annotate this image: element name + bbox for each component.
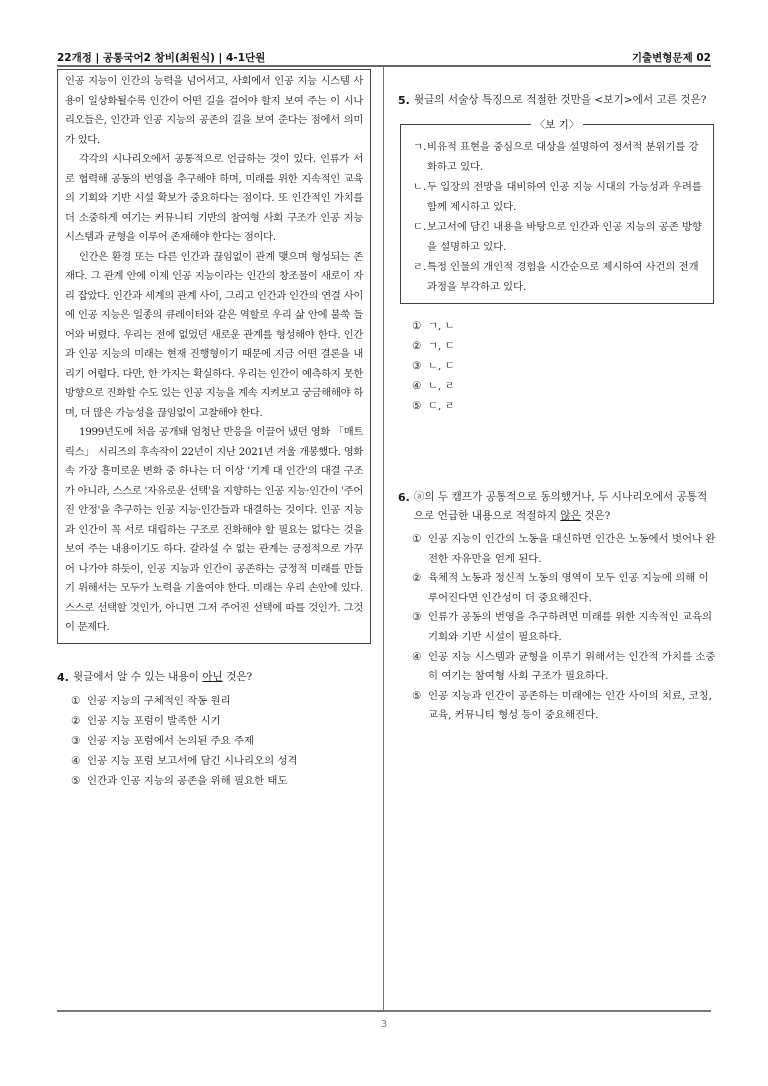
choice-marker: ② (412, 340, 422, 352)
choice-text: ㄴ, ㄹ (428, 380, 455, 392)
choice-text: ㄱ, ㄴ (428, 320, 455, 332)
question-6-text-before: ⓐ의 두 캠프가 공통적으로 동의했거나, 두 시나리오에서 공통적으로 언급한 내용으로 적절하지 (413, 491, 708, 522)
choice-text: 인공 지능 포럼 보고서에 담긴 시나리오의 성격 (87, 755, 298, 767)
question-6-choice-1[interactable] (398, 530, 716, 569)
question-4-choice-3[interactable] (57, 731, 377, 751)
choice-text: ㄴ, ㄷ (428, 360, 455, 372)
question-5-choices (398, 316, 716, 416)
question-5-choice-1[interactable] (398, 316, 716, 336)
column-divider (383, 67, 384, 1010)
bogi-text: 비유적 표현을 중심으로 대상을 설명하여 정서적 분위기를 강화하고 있다. (427, 141, 699, 173)
question-6-choice-3[interactable] (398, 608, 716, 647)
question-6-number: 6. (398, 491, 410, 504)
question-6-emphasis: 않은 (560, 510, 581, 522)
bogi-title (401, 117, 713, 132)
question-4-text-before: 윗글에서 알 수 있는 내용이 (72, 671, 203, 683)
question-6 (398, 488, 716, 726)
choice-text: 인공 지능의 구체적인 작동 원리 (87, 695, 231, 707)
choice-marker: ④ (412, 380, 422, 392)
top-rule (57, 65, 711, 67)
passage-paragraph-4: 1999년도에 처음 공개돼 엄청난 반응을 이끌어 냈던 영화 「매트릭스」 시리즈의 후속작이 22년이 지난 2021년 겨울 개봉했다. 영화 속 가장 흥미로운 변화 중 하나는 더 이상 '기계 대 인간'의 대결 구조가 아니라, 스스로 '자유로운 선택'을 지향하는 인공 지능·인간이 '주어진 안정'을 추구하는 인공 지능·인간들과 대결하는 것이다. 인공 지능과 인간이 꼭 서로 대립하는 구조로 진화해야 할 필요는 없다는 것을 보여 주는 내용이기도 하다. 갈라설 수 없는 관계는 긍정적으로 가꾸어 나가야 하듯이, 인공 지능과 인간이 공존하는 긍정적 미래를 만들기 위해서는 모두가 노력을 기울여야 한다. 미래는 우리 손안에 있다. 스스로 선택할 것인가, 아니면 그저 주어진 선택에 따를 것인가. 그것이 문제다. (65, 426, 363, 633)
header-worksheet-title: 기출변형문제 02 (631, 52, 711, 64)
bogi-text: 두 입장의 전망을 대비하여 인공 지능 시대의 가능성과 우려를 함께 제시하고 있다. (427, 181, 702, 213)
choice-marker: ① (71, 695, 81, 707)
choice-marker: ④ (71, 755, 81, 767)
choice-marker: ② (71, 715, 81, 727)
question-5-text: 윗글의 서술상 특징으로 적절한 것만을 <보기>에서 고른 것은? (413, 94, 707, 106)
question-5 (398, 91, 716, 416)
choice-marker: ③ (412, 360, 422, 372)
question-4-choice-5[interactable] (57, 771, 377, 791)
question-5-number: 5. (398, 94, 410, 107)
question-4-stem (57, 668, 377, 687)
passage-paragraph-2: 각각의 시나리오에서 공통적으로 언급하는 것이 있다. 인류가 서로 협력해 공동의 번영을 추구해야 하며, 미래를 위한 지속적인 교육의 기회와 기반 시설 확보가 중요하다는 점이다. 또 인간적인 가치를 더 소중하게 여기는 커뮤니티 기반의 참여형 사회 구조가 인공 지능 시스템과 균형을 이루어 존재해야 한다는 점이다. (65, 153, 363, 243)
bogi-item-giyeok (413, 137, 703, 177)
header-course-info: 22개정 | 공통국어2 창비(최원식) | 4-1단원 (57, 52, 266, 64)
choice-marker: ③ (71, 735, 81, 747)
bogi-item-nieun (413, 177, 703, 217)
bogi-title-text: 〈보 기〉 (531, 119, 584, 131)
choice-marker: ② (412, 572, 422, 585)
page-number: 3 (380, 1019, 388, 1030)
choice-marker: ① (412, 533, 422, 545)
choice-marker: ⑤ (412, 689, 422, 702)
choice-marker: ④ (412, 650, 422, 663)
question-4-choice-2[interactable] (57, 711, 377, 731)
question-4-emphasis: 아닌 (202, 671, 223, 683)
question-5-stem (398, 91, 716, 110)
reading-passage (57, 69, 371, 644)
choice-text: ㄷ, ㄹ (428, 400, 455, 412)
question-6-text-after: 것은? (580, 510, 611, 522)
question-5-choice-4[interactable] (398, 376, 716, 396)
choice-text: 인공 지능 포럼에서 논의된 주요 주제 (87, 735, 255, 747)
choice-marker: ① (412, 320, 422, 332)
choice-text: 인공 지능과 인간이 공존하는 미래에는 인간 사이의 치료, 코칭, 교육, 커뮤니티 형성 등이 중요해진다. (428, 689, 712, 722)
passage-paragraph-1: 인공 지능이 인간의 능력을 넘어서고, 사회에서 인공 지능 시스템 사용이 일상화될수록 인간이 어떤 길을 걸어야 할지 보여 주는 이 시나리오들은, 인간과 인공 지능의 공존의 길을 보여 준다는 점에서 의미가 있다. (65, 75, 363, 146)
question-4 (57, 668, 377, 791)
bogi-item-digeut (413, 217, 703, 257)
choice-text: 인공 지능 시스템과 균형을 이루기 위해서는 인간적 가치를 소중히 여기는 참여형 사회 구조가 필요하다. (428, 650, 716, 683)
choice-text: 인공 지능이 인간의 노동을 대신하면 인간은 노동에서 벗어나 완전한 자유만을 얻게 된다. (428, 533, 716, 565)
choice-text: 인류가 공동의 번영을 추구하려면 미래를 위한 지속적인 교육의 기회와 기반 시설이 필요하다. (428, 611, 713, 643)
choice-marker: ③ (412, 611, 422, 624)
question-4-text (73, 668, 377, 687)
bogi-text: 특정 인물의 개인적 경험을 시간순으로 제시하여 사건의 전개 과정을 부각하고 있다. (427, 261, 699, 293)
bogi-marker: ㄹ. (413, 261, 427, 273)
question-6-choice-5[interactable] (398, 687, 716, 726)
bogi-marker: ㄷ. (413, 221, 427, 233)
bogi-text: 보고서에 담긴 내용을 바탕으로 인간과 인공 지능의 공존 방향을 설명하고 있다. (427, 221, 702, 253)
question-6-choices (398, 530, 716, 726)
question-4-choices (57, 691, 377, 791)
choice-text: 인간과 인공 지능의 공존을 위해 필요한 태도 (87, 775, 288, 787)
bogi-marker: ㄱ. (413, 141, 427, 153)
passage-paragraph-3: 인간은 환경 또는 다른 인간과 끊임없이 관계 맺으며 형성되는 존재다. 그 관계 안에 이제 인공 지능이라는 인간의 창조물이 새로이 자리 잡았다. 인간과 세계의 관계 사이, 그리고 인간과 인간의 연결 사이에 인공 지능은 일종의 큐레이터와 같은 역할로 우리 삶 안에 불쑥 들어와 버렸다. 우리는 전에 없었던 새로운 관계를 형성해야 한다. 인간과 인공 지능의 미래는 현재 진행형이기 때문에 지금 어떤 결론을 내리기 어렵다. 다만, 한 가지는 확실하다. 우리는 인간이 예측하지 못한 방향으로 진화할 수도 있는 인공 지능을 계속 지켜보고 궁금해해야 하며, 더 많은 가능성을 끊임없이 고찰해야 한다. (65, 250, 363, 419)
question-6-choice-4[interactable] (398, 648, 716, 687)
question-4-choice-4[interactable] (57, 751, 377, 771)
choice-text: 육체적 노동과 정신적 노동의 영역이 모두 인공 지능에 의해 이루어진다면 인간성이 더 중요해진다. (428, 572, 709, 604)
question-4-number: 4. (57, 671, 69, 684)
question-5-choice-5[interactable] (398, 396, 716, 416)
choice-marker: ⑤ (71, 775, 81, 787)
question-4-text-after: 것은? (222, 671, 253, 683)
question-6-stem (398, 488, 716, 526)
question-5-choice-3[interactable] (398, 356, 716, 376)
question-4-choice-1[interactable] (57, 691, 377, 711)
question-6-text (414, 488, 716, 526)
question-5-choice-2[interactable] (398, 336, 716, 356)
question-6-choice-2[interactable] (398, 569, 716, 608)
bogi-box (400, 119, 714, 304)
bottom-rule (57, 1010, 711, 1012)
bogi-marker: ㄴ. (413, 181, 427, 193)
choice-marker: ⑤ (412, 400, 422, 412)
bogi-item-rieul (413, 257, 703, 297)
choice-text: ㄱ, ㄷ (428, 340, 455, 352)
choice-text: 인공 지능 포럼이 발족한 시기 (87, 715, 221, 727)
